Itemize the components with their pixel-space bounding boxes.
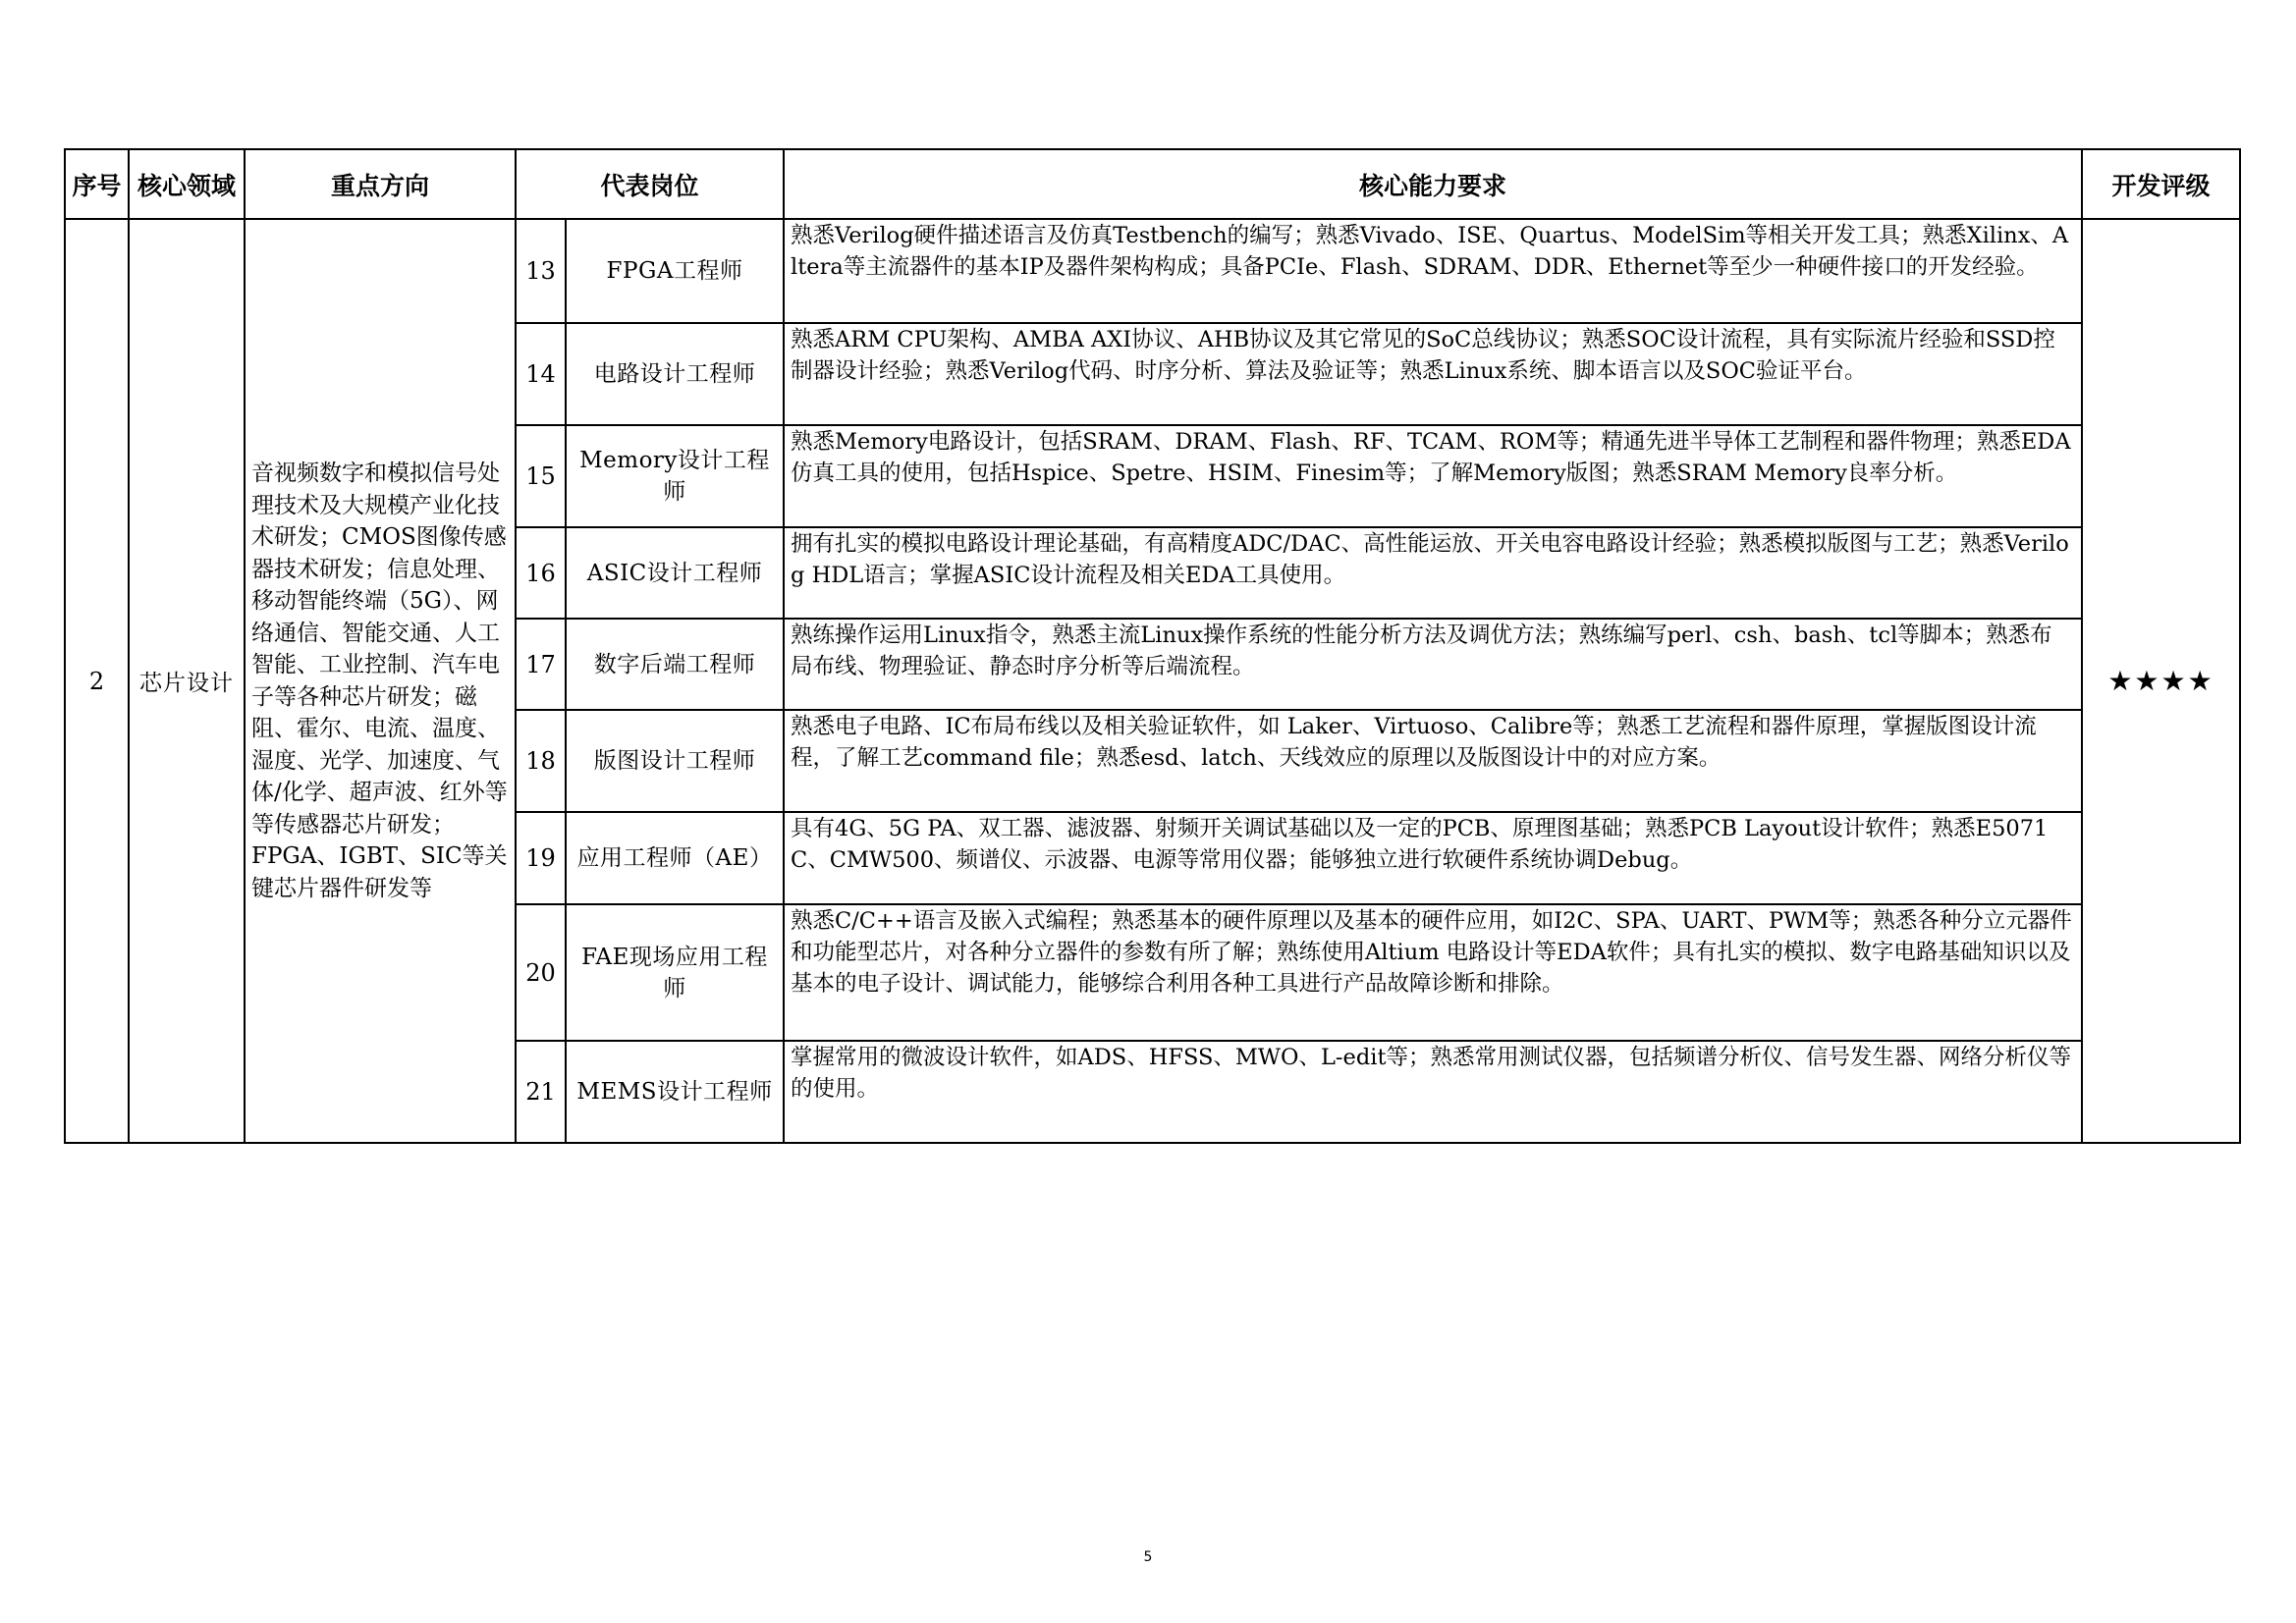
row-requirements-text: 熟悉Verilog硬件描述语言及仿真Testbench的编写；熟悉Vivado、ISE、Quartus、ModelSim等相关开发工具；熟悉Xilinx、Altera等主流器件的基本IP及器件架构构成；具备PCIe、Flash、SDRAM、DDR、Ethernet等至少一种硬件接口的开发经验。 <box>791 223 2069 280</box>
row-position: MEMS设计工程师 <box>566 1041 784 1143</box>
row-requirements-text: 熟悉电子电路、IC布局布线以及相关验证软件，如 Laker、Virtuoso、Calibre等；熟悉工艺流程和器件原理，掌握版图设计流程，了解工艺command file；熟悉esd、latch、天线效应的原理以及版图设计中的对应方案。 <box>791 714 2037 771</box>
row-position: FPGA工程师 <box>566 219 784 323</box>
row-requirements <box>784 1041 2082 1143</box>
row-position: 应用工程师（AE） <box>566 812 784 904</box>
row-requirements-text: 熟悉ARM CPU架构、AMBA AXI协议、AHB协议及其它常见的SoC总线协议；熟悉SOC设计流程，具有实际流片经验和SSD控制器设计经验；熟悉Verilog代码、时序分析、算法及验证等；熟悉Linux系统、脚本语言以及SOC验证平台。 <box>791 327 2055 384</box>
row-position: 版图设计工程师 <box>566 710 784 812</box>
row-position: Memory设计工程师 <box>566 425 784 527</box>
header-rating: 开发评级 <box>2082 149 2240 219</box>
table-row <box>65 219 2240 323</box>
row-requirements-text: 具有4G、5G PA、双工器、滤波器、射频开关调试基础以及一定的PCB、原理图基础；熟悉PCB Layout设计软件；熟悉E5071C、CMW500、频谱仪、示波器、电源等常用仪器；能够独立进行软硬件系统协调Debug。 <box>791 816 2049 873</box>
header-position: 代表岗位 <box>516 149 784 219</box>
row-requirements <box>784 323 2082 425</box>
row-requirements-text: 熟悉Memory电路设计，包括SRAM、DRAM、Flash、RF、TCAM、ROM等；精通先进半导体工艺制程和器件物理；熟悉EDA仿真工具的使用，包括Hspice、Spetre、HSIM、Finesim等；了解Memory版图；熟悉SRAM Memory良率分析。 <box>791 429 2071 486</box>
row-number: 19 <box>516 812 566 904</box>
row-position: ASIC设计工程师 <box>566 527 784 619</box>
header-requirements: 核心能力要求 <box>784 149 2082 219</box>
row-requirements <box>784 904 2082 1041</box>
row-number: 18 <box>516 710 566 812</box>
row-requirements-text: 熟练操作运用Linux指令，熟悉主流Linux操作系统的性能分析方法及调优方法；熟练编写perl、csh、bash、tcl等脚本；熟悉布局布线、物理验证、静态时序分析等后端流程。 <box>791 622 2052 679</box>
row-requirements-text: 拥有扎实的模拟电路设计理论基础，有高精度ADC/DAC、高性能运放、开关电容电路设计经验；熟悉模拟版图与工艺；熟悉Verilog HDL语言；掌握ASIC设计流程及相关EDA工具使用。 <box>791 531 2069 588</box>
row-requirements <box>784 710 2082 812</box>
header-row <box>65 149 2240 219</box>
row-requirements <box>784 619 2082 710</box>
row-number: 21 <box>516 1041 566 1143</box>
row-requirements-text: 熟悉C/C++语言及嵌入式编程；熟悉基本的硬件原理以及基本的硬件应用，如I2C、SPA、UART、PWM等；熟悉各种分立元器件和功能型芯片，对各种分立器件的参数有所了解；熟练使用Altium 电路设计等EDA软件；具有扎实的模拟、数字电路基础知识以及基本的电子设计、调试能力，能够综合利用各种工具进行产品故障诊断和排除。 <box>791 908 2072 997</box>
row-number: 14 <box>516 323 566 425</box>
group-seq: 2 <box>65 219 129 1143</box>
row-number: 17 <box>516 619 566 710</box>
row-number: 15 <box>516 425 566 527</box>
header-field: 核心领域 <box>129 149 245 219</box>
row-requirements <box>784 425 2082 527</box>
row-requirements-text: 掌握常用的微波设计软件，如ADS、HFSS、MWO、L-edit等；熟悉常用测试仪器，包括频谱分析仪、信号发生器、网络分析仪等的使用。 <box>791 1045 2071 1102</box>
group-direction: 音视频数字和模拟信号处理技术及大规模产业化技术研发；CMOS图像传感器技术研发；信息处理、移动智能终端（5G）、网络通信、智能交通、人工智能、工业控制、汽车电子等各种芯片研发；磁阻、霍尔、电流、温度、湿度、光学、加速度、气体/化学、超声波、红外等等传感器芯片研发；FPGA、IGBT、SIC等关键芯片器件研发等 <box>245 219 516 1143</box>
row-requirements <box>784 219 2082 323</box>
page-number: 5 <box>1143 1549 1153 1565</box>
row-number: 13 <box>516 219 566 323</box>
header-direction: 重点方向 <box>245 149 516 219</box>
group-rating: ★★★★ <box>2082 219 2240 1143</box>
requirements-table <box>64 148 2241 1144</box>
row-number: 16 <box>516 527 566 619</box>
row-number: 20 <box>516 904 566 1041</box>
row-position: 电路设计工程师 <box>566 323 784 425</box>
group-field: 芯片设计 <box>129 219 245 1143</box>
row-requirements <box>784 812 2082 904</box>
row-position: FAE现场应用工程师 <box>566 904 784 1041</box>
row-requirements <box>784 527 2082 619</box>
header-seq: 序号 <box>65 149 129 219</box>
row-position: 数字后端工程师 <box>566 619 784 710</box>
